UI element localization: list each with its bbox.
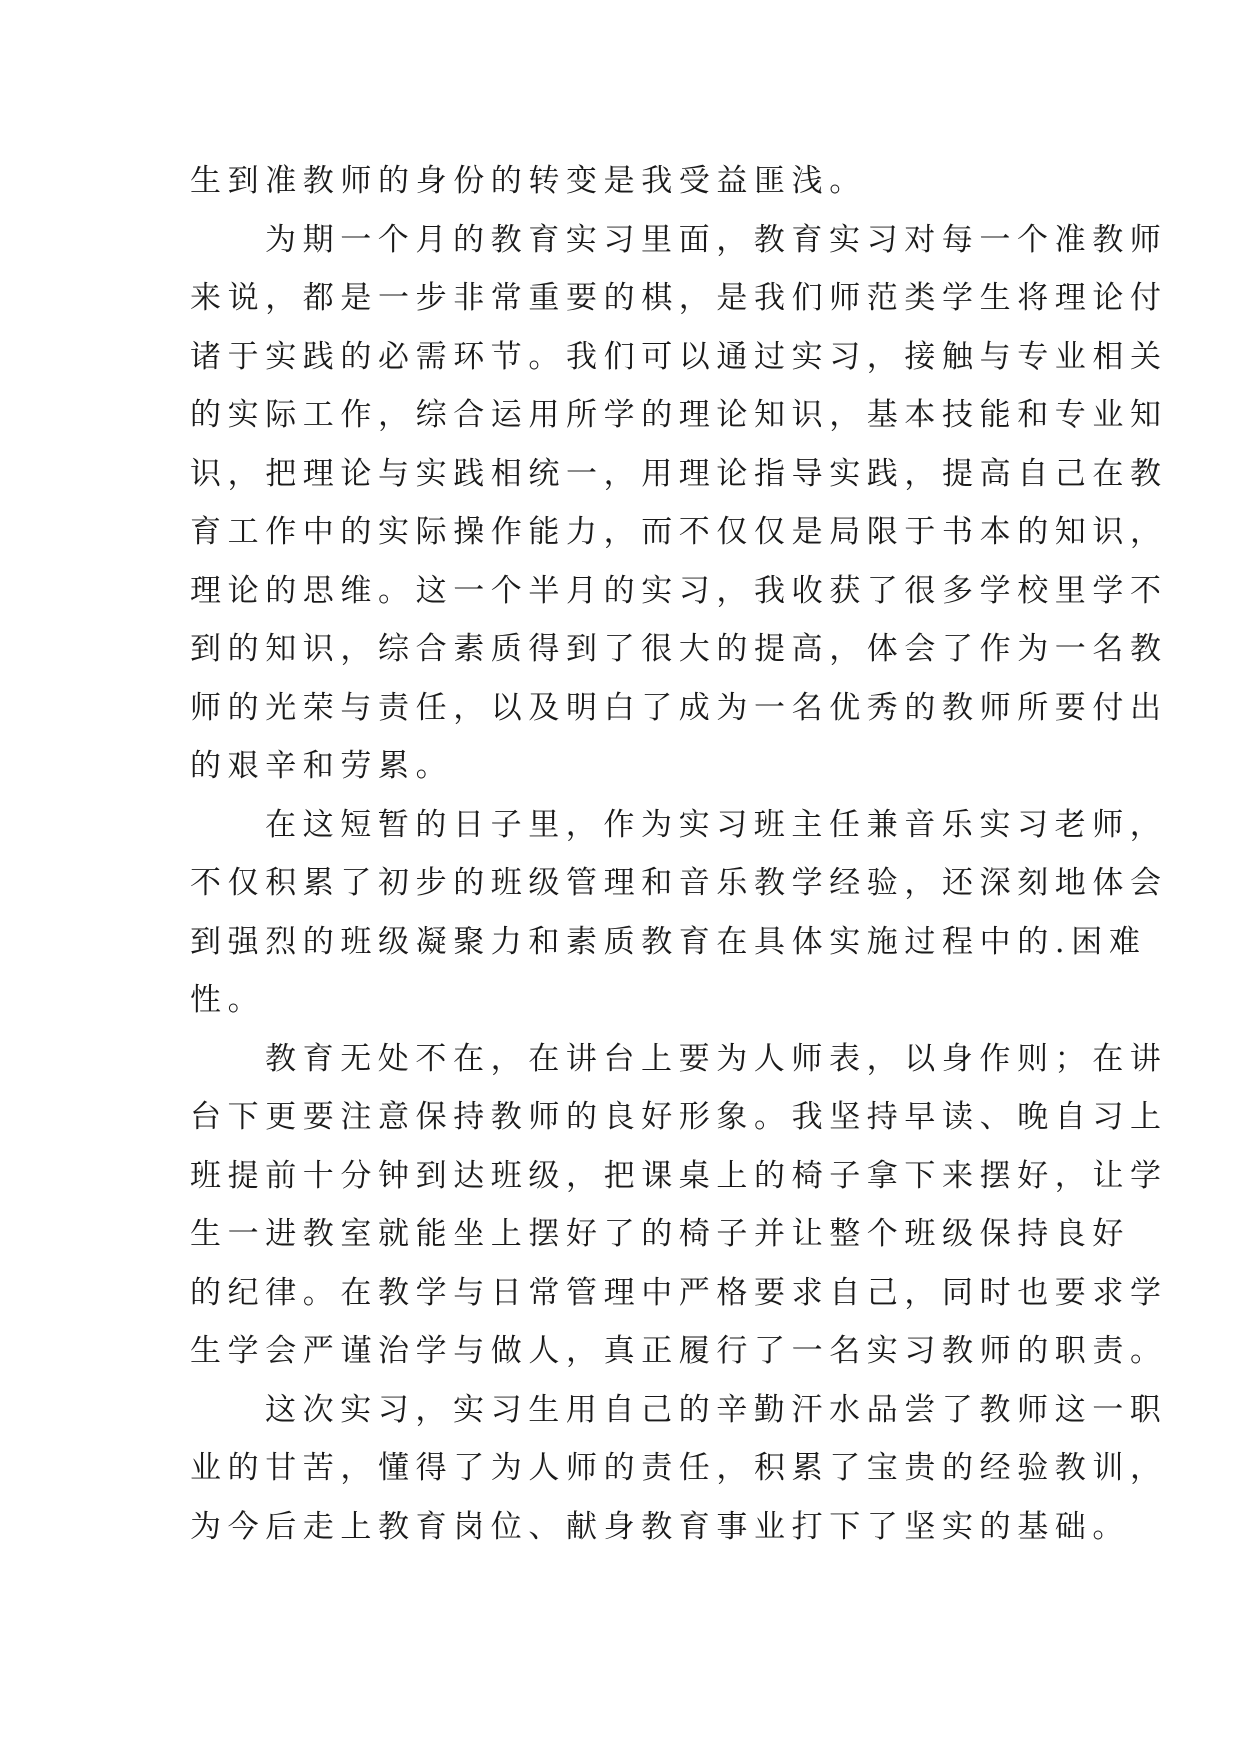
paragraph-first-line: 这次实习，实习生用自己的辛勤汗水品尝了教师这一职 <box>265 1391 1168 1428</box>
text-line: 理论的思维。这一个半月的实习，我收获了很多学校里学不 <box>190 572 1168 609</box>
text-line: 生一进教室就能坐上摆好了的椅子并让整个班级保持良好 <box>190 1216 1130 1252</box>
text-line: 诸于实践的必需环节。我们可以通过实习，接触与专业相关 <box>190 338 1168 375</box>
text-line: 识，把理论与实践相统一，用理论指导实践，提高自己在教 <box>190 455 1168 492</box>
text-line: 的实际工作，综合运用所学的理论知识，基本技能和专业知 <box>190 397 1168 433</box>
text-line: 到强烈的班级凝聚力和素质教育在具体实施过程中的.困难 <box>190 923 1147 960</box>
paragraph-first-line: 在这短暂的日子里，作为实习班主任兼音乐实习老师， <box>265 806 1168 843</box>
text-line: 业的甘苦，懂得了为人师的责任，积累了宝贵的经验教训， <box>190 1450 1168 1486</box>
text-line: 性。 <box>190 982 266 1018</box>
text-line: 为今后走上教育岗位、献身教育事业打下了坚实的基础。 <box>190 1508 1130 1545</box>
text-line: 生到准教师的身份的转变是我受益匪浅。 <box>190 163 867 199</box>
body-text <box>190 152 1168 1556</box>
text-line: 生学会严谨治学与做人，真正履行了一名实习教师的职责。 <box>190 1333 1168 1369</box>
paragraph-first-line: 为期一个月的教育实习里面，教育实习对每一个准教师 <box>265 221 1168 258</box>
text-line: 来说，都是一步非常重要的棋，是我们师范类学生将理论付 <box>190 280 1168 316</box>
text-line: 的艰辛和劳累。 <box>190 748 454 784</box>
text-line: 班提前十分钟到达班级，把课桌上的椅子拿下来摆好，让学 <box>190 1157 1168 1194</box>
text-line: 的纪律。在教学与日常管理中严格要求自己，同时也要求学 <box>190 1274 1168 1311</box>
paragraph-first-line: 教育无处不在，在讲台上要为人师表，以身作则；在讲 <box>265 1040 1168 1077</box>
text-line: 台下更要注意保持教师的良好形象。我坚持早读、晚自习上 <box>190 1099 1168 1135</box>
text-line: 到的知识，综合素质得到了很大的提高，体会了作为一名教 <box>190 631 1168 667</box>
text-line: 师的光荣与责任，以及明白了成为一名优秀的教师所要付出 <box>190 689 1168 726</box>
text-line: 育工作中的实际操作能力，而不仅仅是局限于书本的知识， <box>190 514 1168 550</box>
text-line: 不仅积累了初步的班级管理和音乐教学经验，还深刻地体会 <box>190 865 1168 901</box>
